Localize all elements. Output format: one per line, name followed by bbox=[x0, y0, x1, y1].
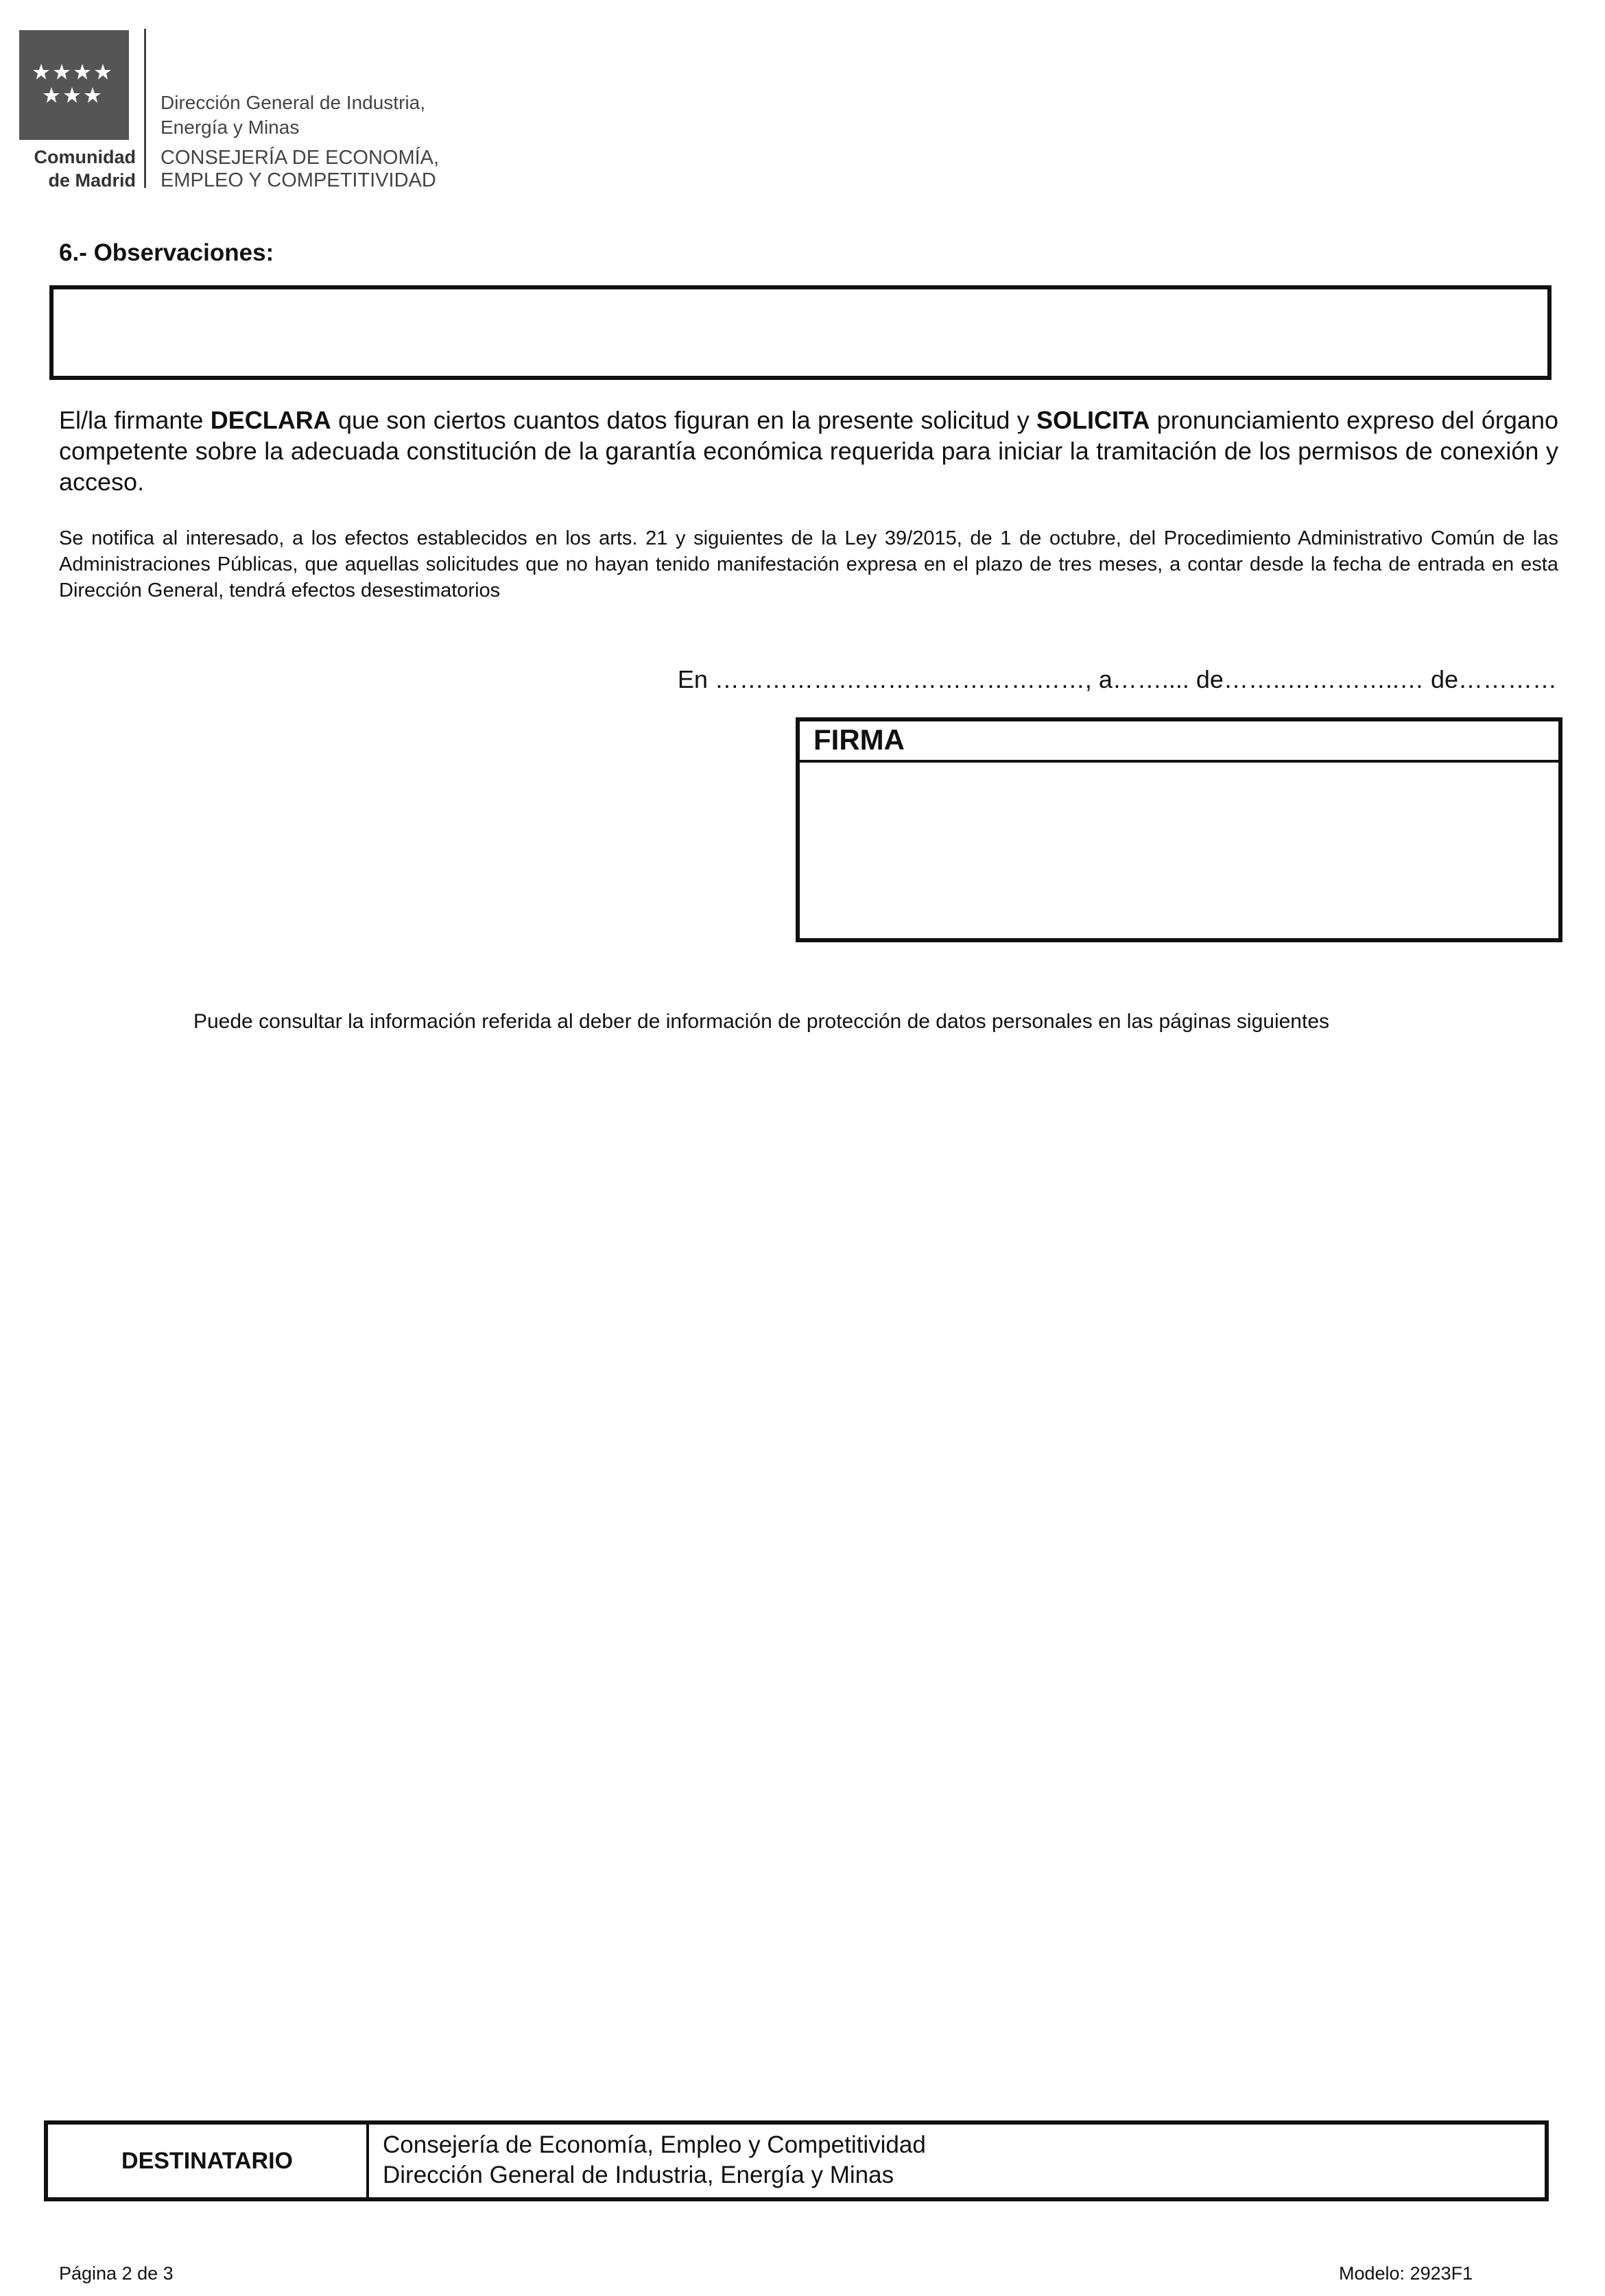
recipient-line2: Dirección General de Industria, Energía y Minas bbox=[383, 2162, 894, 2188]
declaration-prefix: El/la firmante bbox=[59, 406, 211, 434]
section-title: 6.- Observaciones: bbox=[59, 239, 274, 266]
directorate-line1: Dirección General de Industria, bbox=[160, 92, 425, 113]
solicita-keyword: SOLICITA bbox=[1036, 406, 1150, 434]
community-flag-logo bbox=[19, 30, 129, 140]
declaration-middle: que son ciertos cuantos datos figuran en la presente solicitud y bbox=[331, 406, 1037, 434]
ministry-line2: EMPLEO Y COMPETITIVIDAD bbox=[160, 169, 436, 191]
legal-notice: Se notifica al interesado, a los efectos establecidos en los arts. 21 y siguientes de la Ley 39/2015, de 1 de octubre, del Procedimiento Administrativo Común de las Administraciones Públicas, que aquellas solicitudes que no hayan tenido manifestación expresa en el plazo de tres meses, a contar desde la fecha de entrada en esta Dirección General, tendrá efectos desestimatorios bbox=[59, 527, 1558, 601]
recipient-table bbox=[44, 2120, 1549, 2201]
ministry-line1: CONSEJERÍA DE ECONOMÍA, bbox=[160, 147, 440, 169]
declaration-suffix: pronunciamiento expreso del órgano competente sobre la adecuada constitución de la garantía económica requerida para iniciar la tramitación de los permisos de conexión y acceso. bbox=[59, 406, 1559, 496]
recipient-line1: Consejería de Economía, Empleo y Competitividad bbox=[383, 2131, 926, 2158]
directorate-line2: Energía y Minas bbox=[160, 117, 300, 138]
recipient-value bbox=[369, 2125, 1545, 2197]
observations-field[interactable] bbox=[49, 285, 1552, 380]
community-name-line2: de Madrid bbox=[48, 170, 136, 191]
header-divider bbox=[144, 29, 146, 188]
place-date-line[interactable]: En ………………………………………, a…….... de……..…………..… de………… bbox=[677, 665, 1557, 693]
community-name bbox=[12, 145, 136, 192]
signature-label: FIRMA bbox=[800, 721, 1558, 763]
signature-box[interactable] bbox=[796, 717, 1562, 942]
stars-icon bbox=[33, 61, 115, 109]
declara-keyword: DECLARA bbox=[210, 406, 331, 434]
community-name-line1: Comunidad bbox=[34, 147, 136, 167]
privacy-note: Puede consultar la información referida al deber de información de protección de datos personales en las páginas siguientes bbox=[193, 1010, 1330, 1033]
model-number: Modelo: 2923F1 bbox=[1339, 2263, 1473, 2284]
page-number: Página 2 de 3 bbox=[59, 2263, 174, 2284]
declaration-text bbox=[59, 405, 1558, 497]
recipient-label: DESTINATARIO bbox=[48, 2125, 369, 2197]
